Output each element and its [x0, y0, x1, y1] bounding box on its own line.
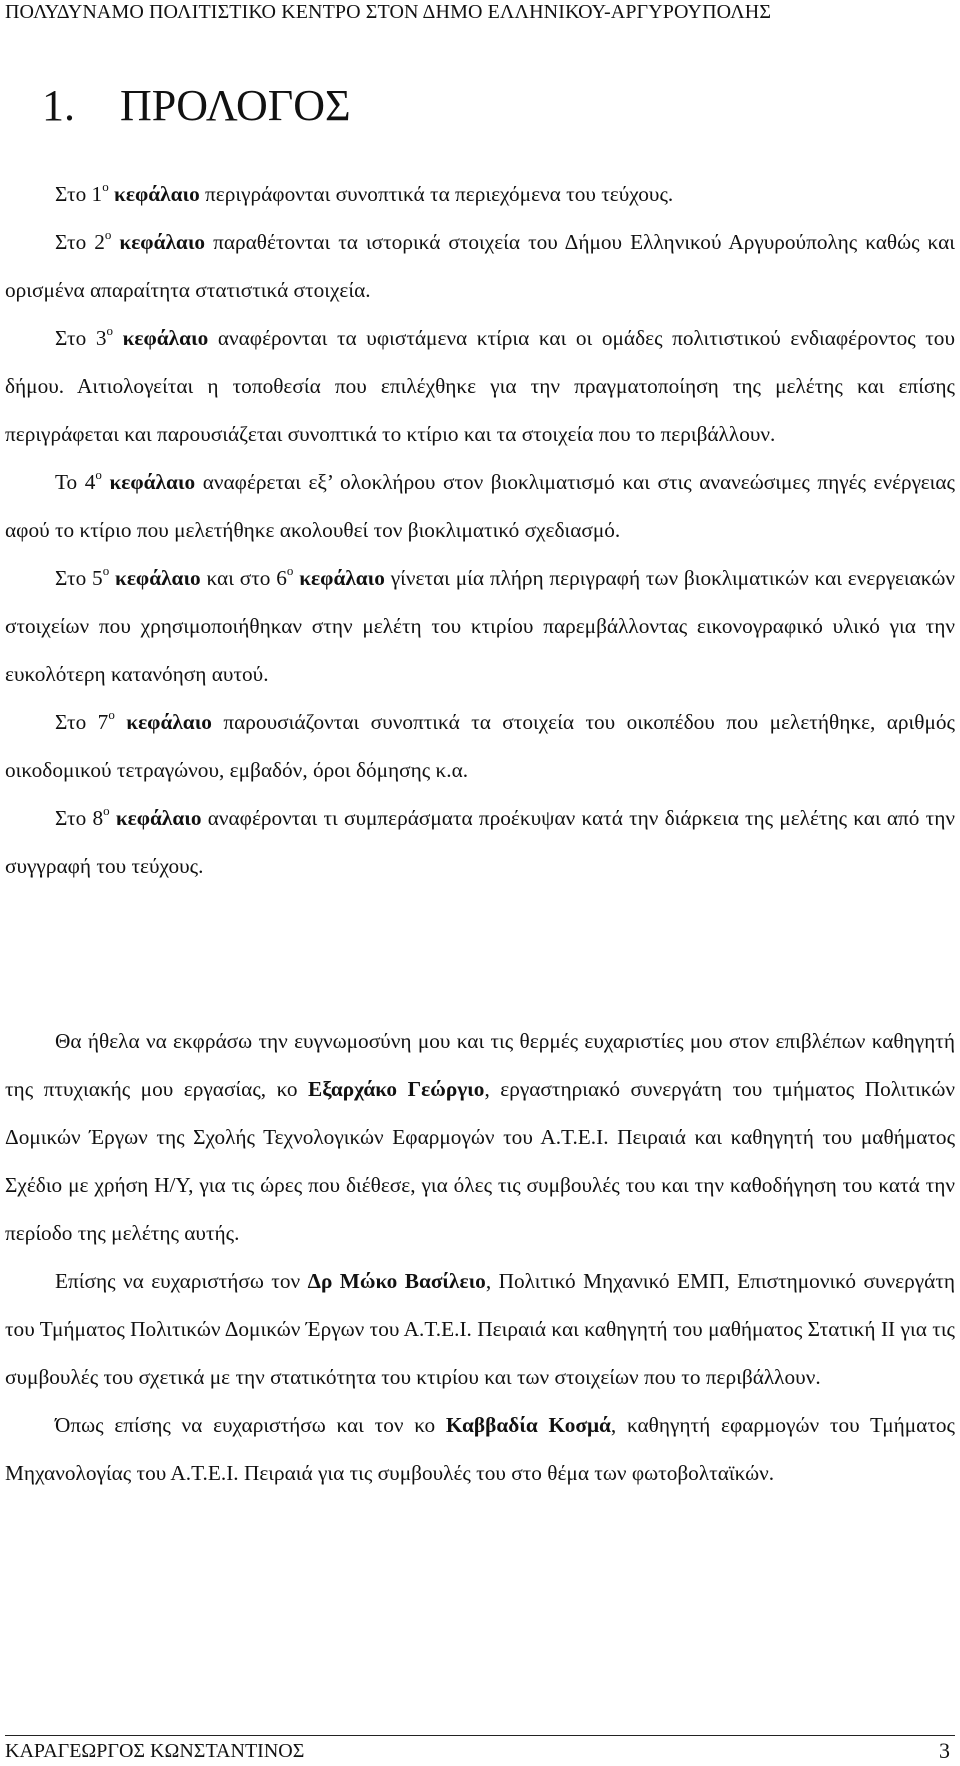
- chapter-number: 5: [92, 566, 103, 590]
- chapter-number: 2: [94, 230, 105, 254]
- chapter-label: κεφάλαιο: [119, 230, 206, 254]
- paragraph-ack-2: [5, 1257, 955, 1401]
- chapter-summary: [5, 170, 955, 890]
- footer-divider: [5, 1735, 955, 1736]
- chapter-number: 1: [91, 182, 103, 206]
- paragraph-chapter-8: [5, 794, 955, 890]
- chapter-number: 3: [95, 326, 107, 350]
- paragraph-chapter-7: [5, 698, 955, 794]
- text: Στο: [55, 710, 98, 734]
- section-heading: [42, 80, 351, 132]
- text: αναφέρονται τι συμπεράσματα προέκυψαν κατά την διάρκεια της μελέτης και από την συγγραφή του τεύχους.: [5, 806, 955, 878]
- text: αναφέρεται εξ’ ολοκλήρου στον βιοκλιματισμό και στις ανανεώσιμες πηγές ενέργειας αφού το κτίριο που μελετήθηκε ακολουθεί τον βιοκλιματικό σχεδιασμό.: [5, 470, 955, 542]
- ordinal-sup: ο: [104, 227, 112, 242]
- text: , καθηγητή εφαρμογών του Τμήματος Μηχανολογίας του Α.Τ.Ε.Ι. Πειραιά για τις συμβουλές του στο θέμα των φωτοβολταϊκών.: [5, 1413, 955, 1485]
- section-number: 1.: [42, 81, 75, 130]
- text: Επίσης να ευχαριστήσω τον: [55, 1269, 308, 1293]
- ordinal-sup: ο: [108, 707, 115, 722]
- chapter-label: κεφάλαιο: [126, 710, 212, 734]
- text: Στο: [55, 566, 93, 590]
- chapter-number: 8: [92, 806, 104, 830]
- page-number: 3: [939, 1738, 950, 1763]
- text: Στο: [55, 182, 92, 206]
- paragraph-ack-1: [5, 1017, 955, 1257]
- chapter-number: 7: [97, 710, 109, 734]
- text: και στο: [200, 566, 277, 590]
- chapter-label: κεφάλαιο: [115, 566, 201, 590]
- text: Θα ήθελα να εκφράσω την ευγνωμοσύνη μου και τις θερμές ευχαριστίες μου στον επιβλέπων καθηγητή της πτυχιακής μου εργασίας, κο: [5, 1029, 955, 1101]
- text: Το: [55, 470, 85, 494]
- text: παρουσιάζονται συνοπτικά τα στοιχεία του οικοπέδου που μελετήθηκε, αριθμός οικοδομικού τετραγώνου, εμβαδόν, όροι δόμησης κ.α.: [5, 710, 955, 782]
- running-header: ΠΟΛΥΔΥΝΑΜΟ ΠΟΛΙΤΙΣΤΙΚΟ ΚΕΝΤΡΟ ΣΤΟΝ ΔΗΜΟ ΕΛΛΗΝΙΚΟΥ-ΑΡΓΥΡΟΥΠΟΛΗΣ: [5, 1, 772, 23]
- person-name: Εξαρχάκο Γεώργιο: [308, 1077, 485, 1101]
- text: Στο: [55, 806, 93, 830]
- footer-author: ΚΑΡΑΓΕΩΡΓΟΣ ΚΩΝΣΤΑΝΤΙΝΟΣ: [5, 1740, 305, 1762]
- text: , Πολιτικό Μηχανικό ΕΜΠ, Επιστημονικό συνεργάτη του Τμήματος Πολιτικών Δομικών Έργων του Α.Τ.Ε.Ι. Πειραιά και καθηγητή του μαθήματος Στατική ΙΙ για τις συμβουλές του σχετικά με την στατικότητα του κτιρίου και των στοιχείων που το περιβάλλουν.: [5, 1269, 956, 1389]
- text: γίνεται μία πλήρη περιγραφή των βιοκλιματικών και ενεργειακών στοιχείων που χρησιμοποιήθηκαν στην μελέτη του κτιρίου παρεμβάλλοντας εικονογραφικό υλικό για την ευκολότερη κατανόηση αυτού.: [5, 566, 955, 686]
- chapter-label: κεφάλαιο: [115, 806, 202, 830]
- chapter-label: κεφάλαιο: [114, 182, 200, 206]
- text: αναφέρονται τα υφιστάμενα κτίρια και οι ομάδες πολιτιστικού ενδιαφέροντος του δήμου. Αιτιολογείται η τοποθεσία που επιλέχθηκε για την πραγματοποίηση της μελέτης και επίσης περιγράφεται και παρουσιάζεται συνοπτικά το κτίριο και τα στοιχεία που το περιβάλλουν.: [5, 326, 956, 446]
- paragraph-chapter-3: [5, 314, 955, 458]
- text: Στο: [55, 326, 96, 350]
- text: , εργαστηριακό συνεργάτη του τμήματος Πολιτικών Δομικών Έργων της Σχολής Τεχνολογικών Εφαρμογών του Α.Τ.Ε.Ι. Πειραιά και καθηγητή του μαθήματος Σχέδιο με χρήση Η/Υ, για τις ώρες που διέθεσε, για όλες τις συμβουλές του και την καθοδήγηση του κατά την περίοδο της μελέτης αυτής.: [5, 1077, 956, 1245]
- ordinal-sup: ο: [103, 803, 110, 818]
- chapter-label: κεφάλαιο: [122, 326, 209, 350]
- chapter-number: 6: [276, 566, 287, 590]
- paragraph-chapter-1: [5, 170, 955, 218]
- paragraph-chapter-2: [5, 218, 955, 314]
- ordinal-sup: ο: [106, 323, 113, 338]
- ordinal-sup: ο: [286, 563, 294, 578]
- text: παραθέτονται τα ιστορικά στοιχεία του Δήμου Ελληνικού Αργυρούπολης καθώς και ορισμένα απαραίτητα στατιστικά στοιχεία.: [5, 230, 955, 302]
- text: Στο: [55, 230, 95, 254]
- acknowledgements: [5, 1017, 955, 1497]
- text: περιγράφονται συνοπτικά τα περιεχόμενα του τεύχους.: [199, 182, 674, 206]
- ordinal-sup: ο: [102, 179, 109, 194]
- chapter-label: κεφάλαιο: [109, 470, 196, 494]
- chapter-label: κεφάλαιο: [299, 566, 385, 590]
- ordinal-sup: ο: [95, 467, 102, 482]
- section-title: ΠΡΟΛΟΓΟΣ: [120, 81, 351, 130]
- paragraph-chapter-4: [5, 458, 955, 554]
- paragraph-chapter-5-6: [5, 554, 955, 698]
- person-name: Καββαδία Κοσμά: [445, 1413, 611, 1437]
- ordinal-sup: ο: [102, 563, 110, 578]
- paragraph-ack-3: [5, 1401, 955, 1497]
- chapter-number: 4: [84, 470, 96, 494]
- person-name: Δρ Μώκο Βασίλειο: [307, 1269, 486, 1293]
- text: Όπως επίσης να ευχαριστήσω και τον κο: [55, 1413, 446, 1437]
